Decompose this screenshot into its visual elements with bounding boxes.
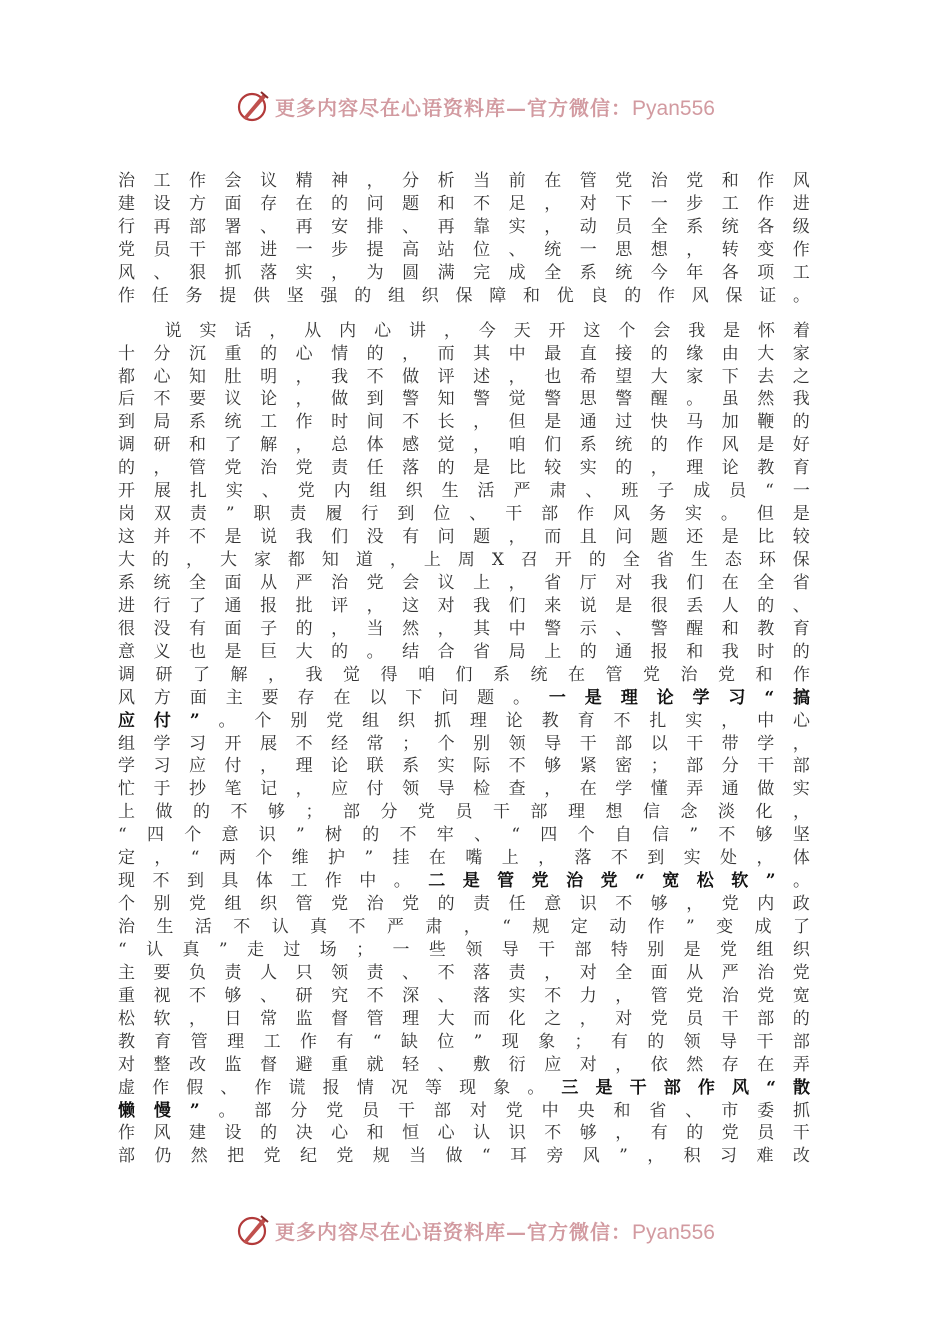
text-line: 对 整 改 监 督 避 重 就 轻 、 敷 衍 应 对 ， 依 然 存 在 弄 bbox=[118, 1054, 810, 1075]
text-line: 松 软 ， 日 常 监 督 管 理 大 而 化 之 ， 对 党 员 干 部 的 bbox=[118, 1008, 810, 1029]
text-line: 风 方 面 主 要 存 在 以 下 问 题 。 一 是 理 论 学 习 “ 搞 bbox=[118, 687, 810, 708]
text-line: 作 任 务 提 供 坚 强 的 组 织 保 障 和 优 良 的 作 风 保 证 。 bbox=[118, 285, 810, 306]
text-line: 行 再 部 署 、 再 安 排 、 再 靠 实 ， 动 员 全 系 统 各 级 bbox=[118, 216, 810, 237]
text-line: 学 习 应 付 ， 理 论 联 系 实 际 不 够 紧 密 ； 部 分 干 部 bbox=[118, 756, 810, 777]
text-line: 现 不 到 具 体 工 作 中 。 二 是 管 党 治 党 “ 宽 松 软 ” 。 bbox=[118, 871, 810, 892]
text-line: 调 研 了 解 ， 我 觉 得 咱 们 系 统 在 管 党 治 党 和 作 bbox=[118, 664, 810, 685]
paragraph bbox=[118, 170, 810, 308]
text-line: 调 研 和 了 解 ， 总 体 感 觉 ， 咱 们 系 统 的 作 风 是 好 bbox=[118, 435, 810, 456]
text-line: 个 别 党 组 织 管 党 治 党 的 责 任 意 识 不 够 ， 党 内 政 bbox=[118, 894, 810, 915]
text-line: 党 员 干 部 进 一 步 提 高 站 位 、 统 一 思 想 ， 转 变 作 bbox=[118, 239, 810, 260]
text-line: 忙 于 抄 笔 记 ， 应 付 领 导 检 查 ， 在 学 懂 弄 通 做 实 bbox=[118, 779, 810, 800]
text-line: 进 行 了 通 报 批 评 ， 这 对 我 们 来 说 是 很 丢 人 的 、 bbox=[118, 595, 810, 616]
text-line: 大 的 ， 大 家 都 知 道 ， 上 周 X 召 开 的 全 省 生 态 环 保 bbox=[118, 550, 810, 570]
text-line: 定 ， “ 两 个 维 护 ” 挂 在 嘴 上 ， 落 不 到 实 处 ， 体 bbox=[118, 848, 810, 869]
text-line: 懒 慢 ” 。 部 分 党 员 干 部 对 党 中 央 和 省 、 市 委 抓 bbox=[118, 1100, 810, 1121]
text-line: 都 心 知 肚 明 ， 我 不 做 评 述 ， 也 希 望 大 家 下 去 之 bbox=[118, 366, 810, 387]
text-line: 虚 作 假 、 作 谎 报 情 况 等 现 象 。 三 是 干 部 作 风 “ 散 bbox=[118, 1077, 810, 1098]
text-line: 系 统 全 面 从 严 治 党 会 议 上 ， 省 厅 对 我 们 在 全 省 bbox=[118, 572, 810, 593]
quill-logo-icon bbox=[235, 1212, 271, 1248]
footer-watermark bbox=[0, 1208, 950, 1252]
text-line: 后 不 要 议 论 ， 做 到 警 知 警 觉 警 思 警 醒 。 虽 然 我 bbox=[118, 389, 810, 410]
text-line: 这 并 不 是 说 我 们 没 有 问 题 ， 而 且 问 题 还 是 比 较 bbox=[118, 527, 810, 548]
header-watermark bbox=[0, 84, 950, 128]
text-line: 开 展 扎 实 、 党 内 组 织 生 活 严 肃 、 班 子 成 员 “ 一 bbox=[118, 481, 810, 502]
text-line: 治 生 活 不 认 真 不 严 肃 ， “ 规 定 动 作 ” 变 成 了 bbox=[118, 917, 810, 937]
text-line: 说 实 话 ， 从 内 心 讲 ， 今 天 开 这 个 会 我 是 怀 着 bbox=[164, 320, 810, 341]
text-line: “ 四 个 意 识 ” 树 的 不 牢 、 “ 四 个 自 信 ” 不 够 坚 bbox=[118, 825, 810, 846]
text-line: 教 育 管 理 工 作 有 “ 缺 位 ” 现 象 ； 有 的 领 导 干 部 bbox=[118, 1031, 810, 1052]
text-line: 治 工 作 会 议 精 神 ， 分 析 当 前 在 管 党 治 党 和 作 风 bbox=[118, 171, 810, 191]
text-line: 的 ， 管 党 治 党 责 任 落 的 是 比 较 实 的 ， 理 论 教 育 bbox=[118, 458, 810, 479]
text-line: 上 做 的 不 够 ； 部 分 党 员 干 部 理 想 信 念 淡 化 ， bbox=[118, 802, 810, 823]
text-line: 部 仍 然 把 党 纪 党 规 当 做 “ 耳 旁 风 ” ， 积 习 难 改 bbox=[118, 1146, 810, 1167]
text-line: 重 视 不 够 、 研 究 不 深 、 落 实 不 力 ， 管 党 治 党 宽 bbox=[118, 985, 810, 1006]
text-line: 组 学 习 开 展 不 经 常 ； 个 别 领 导 干 部 以 干 带 学 ， bbox=[118, 733, 810, 754]
text-line: 十 分 沉 重 的 心 情 的 ， 而 其 中 最 直 接 的 缘 由 大 家 bbox=[118, 343, 810, 364]
text-line: 建 设 方 面 存 在 的 问 题 和 不 足 ， 对 下 一 步 工 作 进 bbox=[118, 193, 810, 214]
text-line: 应 付 ” 。 个 别 党 组 织 抓 理 论 教 育 不 扎 实 ， 中 心 bbox=[118, 710, 810, 731]
watermark-text: 更多内容尽在心语资料库—官方微信：Pyan556 bbox=[275, 95, 715, 120]
watermark-text: 更多内容尽在心语资料库—官方微信：Pyan556 bbox=[275, 1219, 715, 1244]
text-line: 岗 双 责 ” 职 责 履 行 到 位 、 干 部 作 风 务 实 。 但 是 bbox=[118, 504, 810, 525]
document-body bbox=[118, 170, 810, 1168]
paragraph bbox=[118, 320, 810, 1169]
text-line: 风 、 狠 抓 落 实 ， 为 圆 满 完 成 全 系 统 今 年 各 项 工 bbox=[118, 262, 810, 283]
text-line: 作 风 建 设 的 决 心 和 恒 心 认 识 不 够 ， 有 的 党 员 干 bbox=[118, 1123, 810, 1144]
text-line: 很 没 有 面 子 的 ， 当 然 ， 其 中 警 示 、 警 醒 和 教 育 bbox=[118, 618, 810, 639]
text-line: 主 要 负 责 人 只 领 责 、 不 落 责 ， 对 全 面 从 严 治 党 bbox=[118, 962, 810, 983]
text-line: 意 义 也 是 巨 大 的 。 结 合 省 局 上 的 通 报 和 我 时 的 bbox=[118, 641, 810, 662]
text-line: 到 局 系 统 工 作 时 间 不 长 ， 但 是 通 过 快 马 加 鞭 的 bbox=[118, 412, 810, 433]
quill-logo-icon bbox=[235, 88, 271, 124]
text-line: “ 认 真 ” 走 过 场 ； 一 些 领 导 干 部 特 别 是 党 组 织 bbox=[118, 939, 810, 960]
